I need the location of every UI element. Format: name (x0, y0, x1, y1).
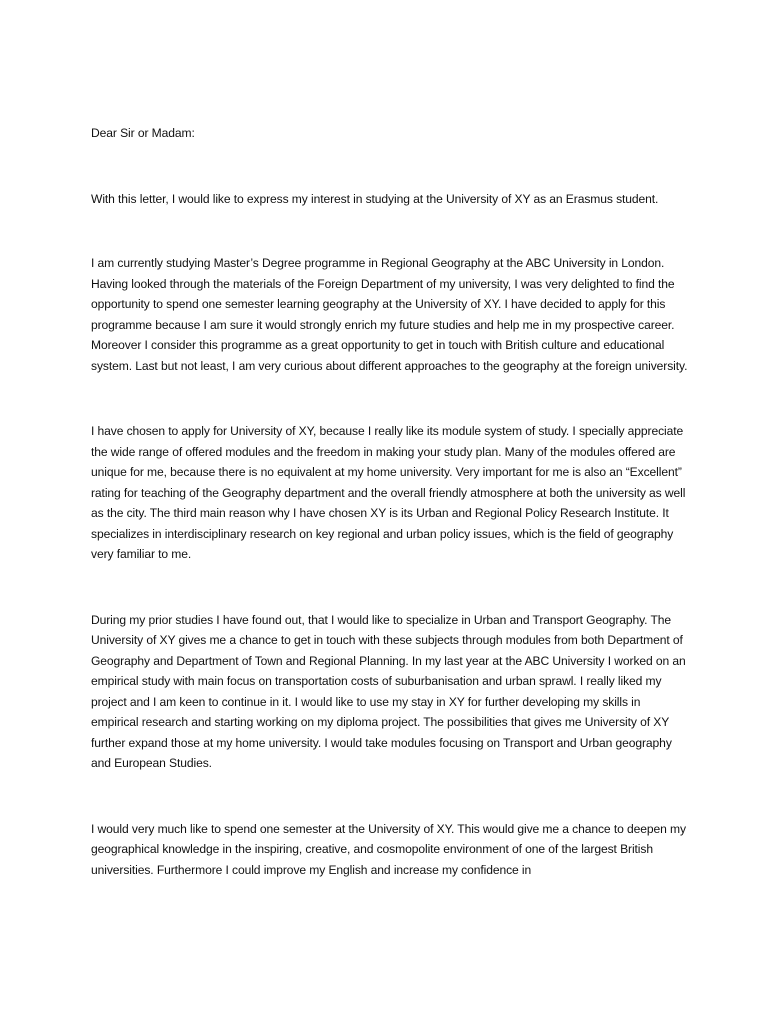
paragraph-intro: With this letter, I would like to express my interest in studying at the University of XY as an Erasmus student. (91, 191, 659, 206)
paragraph-current-studies: I am currently studying Master’s Degree programme in Regional Geography at the ABC University in London. Having looked through the materials of the Foreign Department of my university, I was very delighted to find the opportunity to spend one semester learning geography at the University of XY. I have decided to apply for this programme because I am sure it would strongly enrich my future studies and help me in my prospective career. Moreover I consider this programme as a great opportunity to get in touch with British culture and educational system. Last but not least, I am very curious about different approaches to the geography at the foreign university. (91, 256, 688, 373)
salutation: Dear Sir or Madam: (91, 126, 195, 140)
paragraph-closing: I would very much like to spend one semester at the University of XY. This would give me a chance to deepen my geographical knowledge in the inspiring, creative, and cosmopolite environment of one of the largest British universities. Furthermore I could improve my English and increase my confidence in (91, 821, 686, 877)
paragraph-reasons: I have chosen to apply for University of XY, because I really like its module system of study. I specially appreciate the wide range of offered modules and the freedom in making your study plan. Many of the modules offered are unique for me, because there is no equivalent at my home university. Very important for me is also an “Excellent” rating for teaching of the Geography department and the overall friendly atmosphere at both the university as well as the city. The third main reason why I have chosen XY is its Urban and Regional Policy Research Institute. It specializes in interdisciplinary research on key regional and urban policy issues, which is the field of geography very familiar to me. (91, 424, 686, 561)
paragraph-specialization: During my prior studies I have found out, that I would like to specialize in Urban and Transport Geography. The University of XY gives me a chance to get in touch with these subjects through modules from both Department of Geography and Department of Town and Regional Planning. In my last year at the ABC University I worked on an empirical study with main focus on transportation costs of suburbanisation and urban sprawl. I really liked my project and I am keen to continue in it. I would like to use my stay in XY for further developing my skills in empirical research and starting working on my diploma project. The possibilities that gives me University of XY further expand those at my home university. I would take modules focusing on Transport and Urban geography and European Studies. (91, 612, 686, 770)
letter-body (91, 123, 691, 880)
